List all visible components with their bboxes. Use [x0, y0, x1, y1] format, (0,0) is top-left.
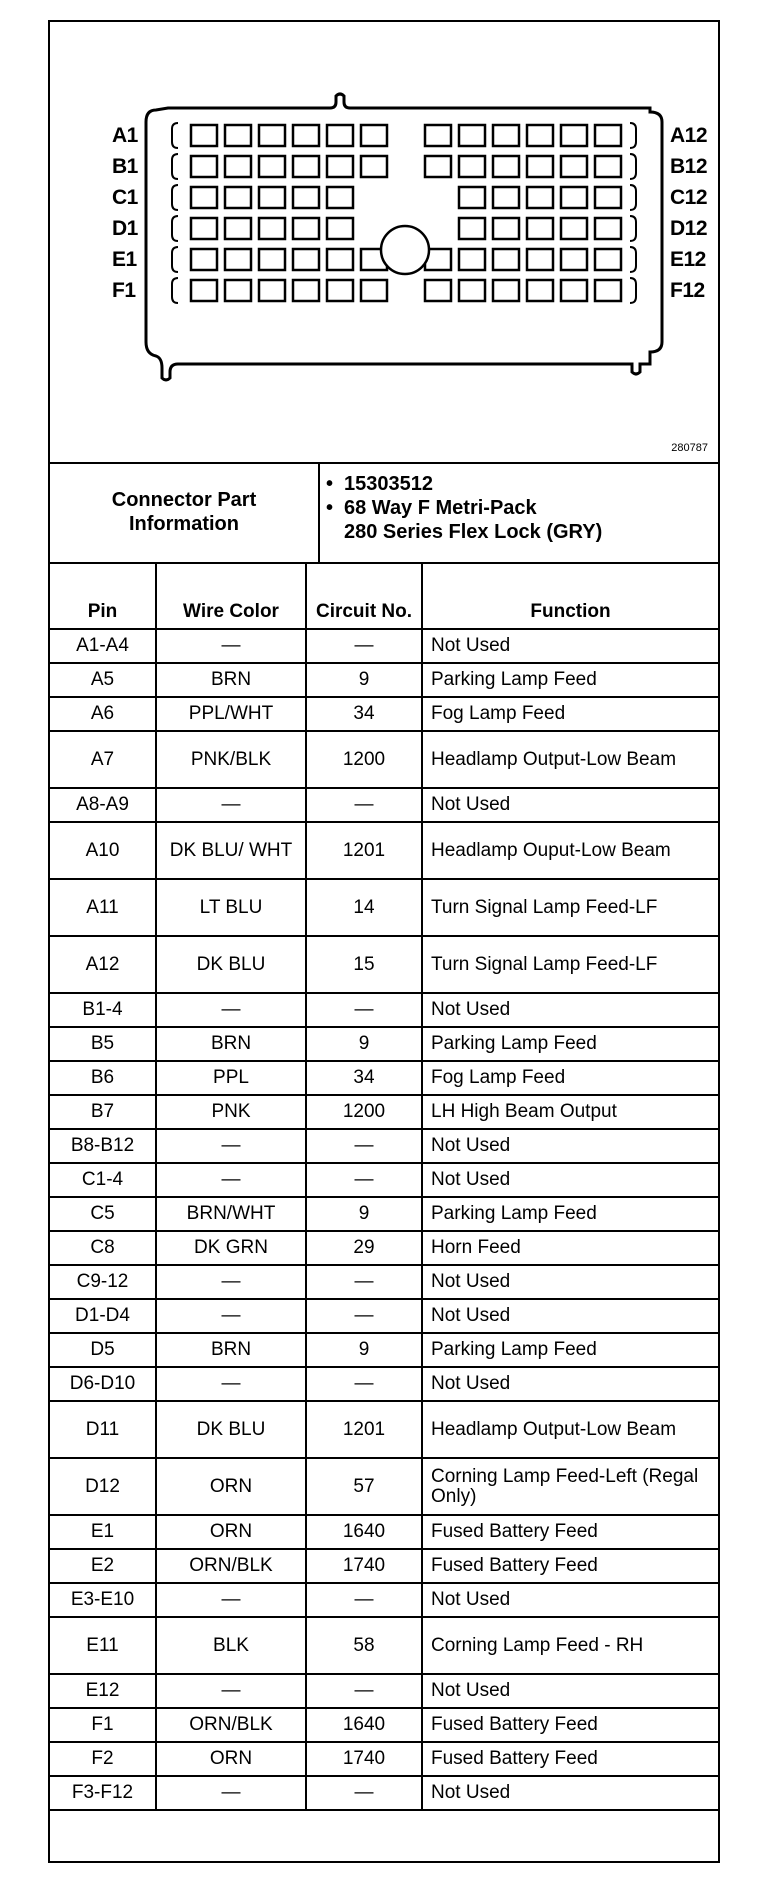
- pin-cell: A5: [50, 663, 156, 697]
- circuit-cell: 9: [306, 1333, 422, 1367]
- cavity: [459, 125, 485, 146]
- cavity: [493, 156, 519, 177]
- circuit-cell: —: [306, 1265, 422, 1299]
- row-bracket: [172, 185, 178, 210]
- function-cell: Turn Signal Lamp Feed-LF: [422, 936, 718, 993]
- cavity: [527, 187, 553, 208]
- row-label-right: B12: [670, 155, 708, 178]
- part-number-line: [326, 472, 602, 496]
- row-label-left: A1: [112, 124, 138, 147]
- function-cell: Fused Battery Feed: [422, 1515, 718, 1549]
- wire-color-cell: PPL: [156, 1061, 306, 1095]
- cavity: [259, 280, 285, 301]
- circuit-cell: 57: [306, 1458, 422, 1515]
- description-line-1: 68 Way F Metri-Pack: [344, 497, 537, 519]
- pin-cell: A12: [50, 936, 156, 993]
- wire-color-cell: —: [156, 788, 306, 822]
- table-row: [50, 822, 718, 879]
- function-cell: Parking Lamp Feed: [422, 1197, 718, 1231]
- cavity: [225, 280, 251, 301]
- cavity: [595, 156, 621, 177]
- pin-cell: B8-B12: [50, 1129, 156, 1163]
- figure-number: 280787: [671, 442, 708, 454]
- wire-color-cell: —: [156, 1367, 306, 1401]
- pin-cell: D1-D4: [50, 1299, 156, 1333]
- cavity: [191, 156, 217, 177]
- row-label-left: B1: [112, 155, 138, 178]
- circuit-cell: —: [306, 1674, 422, 1708]
- cavity: [327, 280, 353, 301]
- header-pin: Pin: [50, 564, 156, 629]
- wire-color-cell: —: [156, 1129, 306, 1163]
- row-label-left: C1: [112, 186, 138, 209]
- function-cell: Fused Battery Feed: [422, 1708, 718, 1742]
- cavity: [225, 125, 251, 146]
- description-line-2: 280 Series Flex Lock (GRY): [344, 521, 603, 543]
- pin-cell: E12: [50, 1674, 156, 1708]
- row-bracket: [630, 123, 636, 148]
- row-bracket: [630, 154, 636, 179]
- function-cell: LH High Beam Output: [422, 1095, 718, 1129]
- pin-cell: B1-4: [50, 993, 156, 1027]
- circuit-cell: —: [306, 788, 422, 822]
- table-row: [50, 1163, 718, 1197]
- cavity: [191, 280, 217, 301]
- cavity: [293, 187, 319, 208]
- table-row: [50, 788, 718, 822]
- table-row: [50, 1299, 718, 1333]
- circuit-cell: 1740: [306, 1549, 422, 1583]
- cavity: [425, 125, 451, 146]
- cavity: [527, 218, 553, 239]
- cavity: [293, 218, 319, 239]
- wire-color-cell: —: [156, 1776, 306, 1810]
- circuit-cell: 34: [306, 697, 422, 731]
- cavity: [493, 218, 519, 239]
- pin-cell: D11: [50, 1401, 156, 1458]
- wire-color-cell: BRN: [156, 663, 306, 697]
- table-body: [50, 629, 718, 1810]
- cavity: [327, 156, 353, 177]
- wire-color-cell: PNK/BLK: [156, 731, 306, 788]
- cavity: [595, 280, 621, 301]
- cavity: [459, 187, 485, 208]
- cavity: [561, 125, 587, 146]
- function-cell: Not Used: [422, 1776, 718, 1810]
- table-row: [50, 1095, 718, 1129]
- cavity: [459, 218, 485, 239]
- cavity: [527, 125, 553, 146]
- row-label-right: D12: [670, 217, 708, 240]
- cavity: [361, 156, 387, 177]
- circuit-cell: 1640: [306, 1708, 422, 1742]
- function-cell: Not Used: [422, 1129, 718, 1163]
- circuit-cell: 29: [306, 1231, 422, 1265]
- connector-diagram: [50, 22, 718, 464]
- circuit-cell: —: [306, 1299, 422, 1333]
- row-label-right: A12: [670, 124, 708, 147]
- pin-cell: A7: [50, 731, 156, 788]
- table-row: [50, 1617, 718, 1674]
- row-bracket: [172, 123, 178, 148]
- function-cell: Not Used: [422, 629, 718, 663]
- cavity: [493, 187, 519, 208]
- cavity: [527, 249, 553, 270]
- function-cell: Not Used: [422, 1367, 718, 1401]
- cavity: [191, 125, 217, 146]
- cavity: [459, 280, 485, 301]
- pin-cell: B6: [50, 1061, 156, 1095]
- description-line: [326, 496, 602, 544]
- row-bracket: [630, 247, 636, 272]
- wire-color-cell: BLK: [156, 1617, 306, 1674]
- cavity: [561, 218, 587, 239]
- circuit-cell: —: [306, 1776, 422, 1810]
- table-row: [50, 629, 718, 663]
- pin-cell: E2: [50, 1549, 156, 1583]
- table-row: [50, 663, 718, 697]
- pin-cell: A8-A9: [50, 788, 156, 822]
- cavity: [527, 280, 553, 301]
- wire-color-cell: PPL/WHT: [156, 697, 306, 731]
- cavity: [595, 218, 621, 239]
- function-cell: Headlamp Output-Low Beam: [422, 1401, 718, 1458]
- circuit-cell: —: [306, 1163, 422, 1197]
- function-cell: Fused Battery Feed: [422, 1742, 718, 1776]
- wire-color-cell: —: [156, 1583, 306, 1617]
- cavity: [293, 156, 319, 177]
- header-circuit: Circuit No.: [306, 564, 422, 629]
- circuit-cell: 1200: [306, 1095, 422, 1129]
- pin-cell: E1: [50, 1515, 156, 1549]
- center-key-circle: [381, 226, 429, 274]
- function-cell: Not Used: [422, 1265, 718, 1299]
- table-row: [50, 1401, 718, 1458]
- cavity: [293, 280, 319, 301]
- cavity: [225, 249, 251, 270]
- wire-color-cell: —: [156, 993, 306, 1027]
- function-cell: Parking Lamp Feed: [422, 663, 718, 697]
- cavity: [527, 156, 553, 177]
- cavity: [259, 218, 285, 239]
- table-row: [50, 1549, 718, 1583]
- header-wire-color: Wire Color: [156, 564, 306, 629]
- pin-cell: B5: [50, 1027, 156, 1061]
- row-bracket: [172, 278, 178, 303]
- pin-cell: E3-E10: [50, 1583, 156, 1617]
- cavity: [327, 249, 353, 270]
- table-row: [50, 1674, 718, 1708]
- cavity: [425, 280, 451, 301]
- function-cell: Headlamp Ouput-Low Beam: [422, 822, 718, 879]
- row-label-left: E1: [112, 248, 137, 271]
- circuit-cell: 14: [306, 879, 422, 936]
- cavity: [225, 187, 251, 208]
- table-row: [50, 1367, 718, 1401]
- circuit-cell: 58: [306, 1617, 422, 1674]
- pin-cell: F2: [50, 1742, 156, 1776]
- part-number: 15303512: [344, 473, 433, 495]
- cavity: [293, 125, 319, 146]
- row-bracket: [172, 216, 178, 241]
- table-row: [50, 1515, 718, 1549]
- cavity: [191, 187, 217, 208]
- bullet-icon: •: [326, 473, 334, 495]
- pin-cell: C8: [50, 1231, 156, 1265]
- cavity: [259, 156, 285, 177]
- row-label-right: E12: [670, 248, 706, 271]
- wire-color-cell: —: [156, 1163, 306, 1197]
- circuit-cell: 9: [306, 1027, 422, 1061]
- function-cell: Headlamp Output-Low Beam: [422, 731, 718, 788]
- table-row: [50, 1333, 718, 1367]
- cavity: [225, 156, 251, 177]
- wire-color-cell: —: [156, 1265, 306, 1299]
- cavity: [293, 249, 319, 270]
- cavity: [459, 156, 485, 177]
- table-row: [50, 1027, 718, 1061]
- cavity: [595, 249, 621, 270]
- circuit-cell: 9: [306, 1197, 422, 1231]
- pin-cell: E11: [50, 1617, 156, 1674]
- cavity: [361, 280, 387, 301]
- table-row: [50, 1061, 718, 1095]
- row-label-left: D1: [112, 217, 138, 240]
- wire-color-cell: —: [156, 1299, 306, 1333]
- function-cell: Not Used: [422, 1299, 718, 1333]
- bullet-icon: •: [326, 497, 334, 519]
- circuit-cell: —: [306, 1583, 422, 1617]
- table-row: [50, 879, 718, 936]
- pin-cell: F3-F12: [50, 1776, 156, 1810]
- function-cell: Fused Battery Feed: [422, 1549, 718, 1583]
- connector-face-drawing: [50, 22, 718, 462]
- cavity: [459, 249, 485, 270]
- cavity: [259, 187, 285, 208]
- wire-color-cell: ORN: [156, 1742, 306, 1776]
- table-row: [50, 1742, 718, 1776]
- wire-color-cell: DK BLU/ WHT: [156, 822, 306, 879]
- connector-info-values: [326, 472, 602, 544]
- circuit-cell: 1640: [306, 1515, 422, 1549]
- wire-color-cell: —: [156, 629, 306, 663]
- cavity: [259, 125, 285, 146]
- function-cell: Not Used: [422, 788, 718, 822]
- cavity: [225, 218, 251, 239]
- circuit-cell: —: [306, 629, 422, 663]
- wire-color-cell: —: [156, 1674, 306, 1708]
- pin-cell: D6-D10: [50, 1367, 156, 1401]
- cavity: [191, 249, 217, 270]
- table-row: [50, 1231, 718, 1265]
- table-header-row: [50, 564, 718, 629]
- function-cell: Not Used: [422, 1674, 718, 1708]
- table-row: [50, 1129, 718, 1163]
- wire-color-cell: BRN: [156, 1333, 306, 1367]
- table-row: [50, 993, 718, 1027]
- table-row: [50, 697, 718, 731]
- circuit-cell: 1200: [306, 731, 422, 788]
- cavity: [425, 156, 451, 177]
- circuit-cell: 1201: [306, 822, 422, 879]
- wire-color-cell: BRN: [156, 1027, 306, 1061]
- cavity: [259, 249, 285, 270]
- pin-cell: B7: [50, 1095, 156, 1129]
- function-cell: Corning Lamp Feed-Left (Regal Only): [422, 1458, 718, 1515]
- cavity: [327, 125, 353, 146]
- circuit-cell: —: [306, 1129, 422, 1163]
- cavity: [493, 249, 519, 270]
- function-cell: Horn Feed: [422, 1231, 718, 1265]
- cavity: [561, 280, 587, 301]
- circuit-cell: 9: [306, 663, 422, 697]
- wire-color-cell: ORN: [156, 1458, 306, 1515]
- cavity: [561, 249, 587, 270]
- table-row: [50, 1776, 718, 1810]
- cavity: [595, 187, 621, 208]
- row-label-right: F12: [670, 279, 705, 302]
- pin-cell: C5: [50, 1197, 156, 1231]
- cavity: [561, 156, 587, 177]
- wire-color-cell: ORN/BLK: [156, 1708, 306, 1742]
- row-label-right: C12: [670, 186, 708, 209]
- function-cell: Fog Lamp Feed: [422, 1061, 718, 1095]
- table-row: [50, 1458, 718, 1515]
- cavity: [191, 218, 217, 239]
- circuit-cell: 1201: [306, 1401, 422, 1458]
- function-cell: Not Used: [422, 993, 718, 1027]
- row-bracket: [630, 185, 636, 210]
- cavity: [327, 187, 353, 208]
- connector-sheet: [48, 20, 720, 1863]
- function-cell: Corning Lamp Feed - RH: [422, 1617, 718, 1674]
- table-row: [50, 731, 718, 788]
- circuit-cell: —: [306, 1367, 422, 1401]
- wire-color-cell: DK BLU: [156, 936, 306, 993]
- connector-info-label: Connector Part Information: [50, 462, 320, 562]
- cavity: [493, 125, 519, 146]
- table-row: [50, 1265, 718, 1299]
- wire-color-cell: DK GRN: [156, 1231, 306, 1265]
- circuit-cell: —: [306, 993, 422, 1027]
- wire-color-cell: ORN/BLK: [156, 1549, 306, 1583]
- wire-color-cell: ORN: [156, 1515, 306, 1549]
- cavity: [327, 218, 353, 239]
- row-bracket: [172, 154, 178, 179]
- function-cell: Not Used: [422, 1583, 718, 1617]
- pin-cell: F1: [50, 1708, 156, 1742]
- pin-cell: C9-12: [50, 1265, 156, 1299]
- function-cell: Parking Lamp Feed: [422, 1027, 718, 1061]
- pin-cell: A1-A4: [50, 629, 156, 663]
- pinout-table: [50, 564, 718, 1811]
- function-cell: Fog Lamp Feed: [422, 697, 718, 731]
- row-bracket: [172, 247, 178, 272]
- cavity: [361, 125, 387, 146]
- table-row: [50, 936, 718, 993]
- table-row: [50, 1583, 718, 1617]
- pin-cell: C1-4: [50, 1163, 156, 1197]
- pin-cell: A11: [50, 879, 156, 936]
- wire-color-cell: DK BLU: [156, 1401, 306, 1458]
- function-cell: Parking Lamp Feed: [422, 1333, 718, 1367]
- wire-color-cell: LT BLU: [156, 879, 306, 936]
- header-function: Function: [422, 564, 718, 629]
- pin-cell: A10: [50, 822, 156, 879]
- circuit-cell: 34: [306, 1061, 422, 1095]
- function-cell: Not Used: [422, 1163, 718, 1197]
- function-cell: Turn Signal Lamp Feed-LF: [422, 879, 718, 936]
- wire-color-cell: PNK: [156, 1095, 306, 1129]
- pin-cell: A6: [50, 697, 156, 731]
- wire-color-cell: BRN/WHT: [156, 1197, 306, 1231]
- cavity: [595, 125, 621, 146]
- row-label-left: F1: [112, 279, 136, 302]
- pin-cell: D5: [50, 1333, 156, 1367]
- pin-cell: D12: [50, 1458, 156, 1515]
- connector-info-block: [50, 462, 718, 564]
- circuit-cell: 1740: [306, 1742, 422, 1776]
- row-bracket: [630, 216, 636, 241]
- cavity: [493, 280, 519, 301]
- row-bracket: [630, 278, 636, 303]
- cavity: [561, 187, 587, 208]
- row-brackets: [172, 123, 636, 303]
- circuit-cell: 15: [306, 936, 422, 993]
- table-row: [50, 1708, 718, 1742]
- table-row: [50, 1197, 718, 1231]
